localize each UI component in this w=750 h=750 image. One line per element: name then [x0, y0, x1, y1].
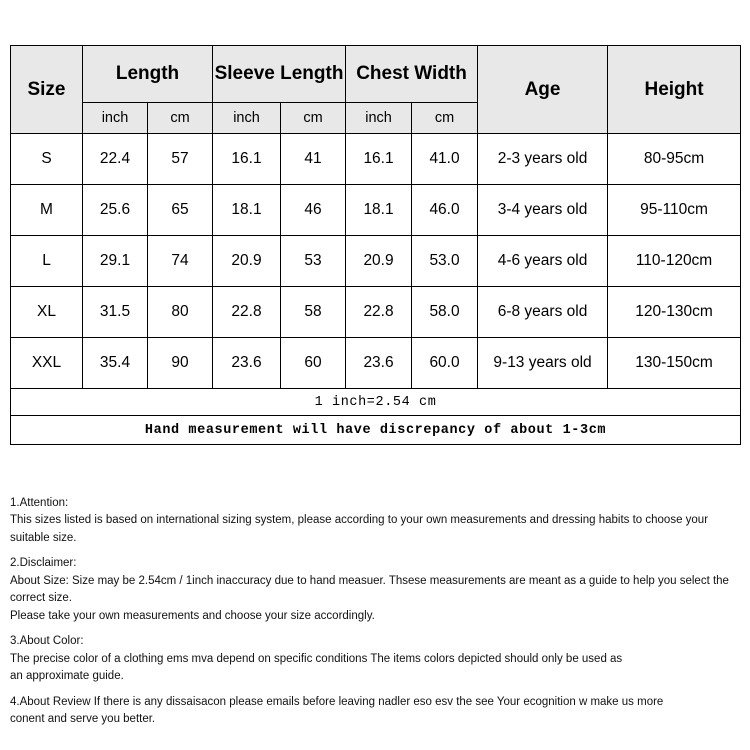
unit-chest-cm: cm [412, 103, 478, 134]
header-sleeve-length: Sleeve Length [213, 46, 346, 103]
cell-size: M [11, 185, 83, 236]
unit-chest-inch: inch [346, 103, 412, 134]
cell-chest-inch: 18.1 [346, 185, 412, 236]
cell-age: 2-3 years old [478, 134, 608, 185]
cell-height: 80-95cm [608, 134, 741, 185]
color-body-line-1: The precise color of a clothing ems mva depend on specific conditions The items colors depicted should only be used as [10, 652, 623, 665]
cell-length-cm: 57 [148, 134, 213, 185]
footnote-inch-conversion: 1 inch=2.54 cm [11, 389, 741, 416]
size-table [10, 45, 741, 445]
review-body-line-2: conent and serve you better. [10, 713, 156, 726]
cell-length-cm: 74 [148, 236, 213, 287]
review-body-line-1: 4.About Review If there is any dissaisacon please emails before leaving nadler eso esv the see Your ecognition w make us more [10, 695, 664, 708]
disclaimer-body-line-2: Please take your own measurements and choose your size accordingly. [10, 609, 375, 622]
cell-sleeve-cm: 53 [281, 236, 346, 287]
cell-sleeve-cm: 41 [281, 134, 346, 185]
cell-length-cm: 90 [148, 338, 213, 389]
cell-age: 3-4 years old [478, 185, 608, 236]
table-row [11, 338, 741, 389]
table-row [11, 134, 741, 185]
cell-length-inch: 35.4 [83, 338, 148, 389]
table-footer-note-row [11, 389, 741, 416]
color-title: 3.About Color: [10, 635, 84, 648]
table-row [11, 287, 741, 338]
cell-chest-inch: 20.9 [346, 236, 412, 287]
size-table-container [10, 45, 740, 445]
notes-section [10, 495, 730, 729]
cell-length-cm: 80 [148, 287, 213, 338]
cell-age: 9-13 years old [478, 338, 608, 389]
table-row [11, 236, 741, 287]
cell-sleeve-inch: 20.9 [213, 236, 281, 287]
cell-chest-cm: 41.0 [412, 134, 478, 185]
cell-size: S [11, 134, 83, 185]
attention-title: 1.Attention: [10, 497, 69, 509]
cell-size: XXL [11, 338, 83, 389]
cell-height: 120-130cm [608, 287, 741, 338]
cell-chest-cm: 46.0 [412, 185, 478, 236]
cell-length-inch: 29.1 [83, 236, 148, 287]
cell-chest-cm: 58.0 [412, 287, 478, 338]
header-age: Age [478, 46, 608, 134]
header-length: Length [83, 46, 213, 103]
header-height: Height [608, 46, 741, 134]
unit-sleeve-cm: cm [281, 103, 346, 134]
table-row [11, 185, 741, 236]
cell-size: L [11, 236, 83, 287]
cell-chest-inch: 16.1 [346, 134, 412, 185]
spacer [10, 547, 730, 555]
cell-sleeve-inch: 23.6 [213, 338, 281, 389]
disclaimer-title: 2.Disclaimer: [10, 557, 77, 570]
cell-chest-cm: 53.0 [412, 236, 478, 287]
cell-length-inch: 31.5 [83, 287, 148, 338]
header-size: Size [11, 46, 83, 134]
cell-height: 95-110cm [608, 185, 741, 236]
color-body-line-2: an approximate guide. [10, 670, 124, 683]
cell-chest-inch: 22.8 [346, 287, 412, 338]
spacer [10, 625, 730, 633]
unit-sleeve-inch: inch [213, 103, 281, 134]
cell-height: 110-120cm [608, 236, 741, 287]
spacer [10, 686, 730, 694]
header-chest-width: Chest Width [346, 46, 478, 103]
unit-length-cm: cm [148, 103, 213, 134]
unit-length-inch: inch [83, 103, 148, 134]
cell-sleeve-inch: 22.8 [213, 287, 281, 338]
cell-sleeve-inch: 16.1 [213, 134, 281, 185]
cell-chest-cm: 60.0 [412, 338, 478, 389]
disclaimer-body-line-1: About Size: Size may be 2.54cm / 1inch inaccuracy due to hand measuer. Thsese measurements are meant as a guide to help you select the correct size. [10, 574, 729, 605]
cell-length-inch: 25.6 [83, 185, 148, 236]
footnote-hand-measurement: Hand measurement will have discrepancy of about 1-3cm [11, 416, 741, 445]
cell-sleeve-cm: 60 [281, 338, 346, 389]
cell-chest-inch: 23.6 [346, 338, 412, 389]
cell-height: 130-150cm [608, 338, 741, 389]
attention-body: This sizes listed is based on international sizing system, please according to your own measurements and dressing habits to choose your suitable size. [10, 514, 709, 544]
table-footer-note-row [11, 416, 741, 445]
table-header-row [11, 46, 741, 103]
cell-age: 4-6 years old [478, 236, 608, 287]
cell-sleeve-inch: 18.1 [213, 185, 281, 236]
cell-age: 6-8 years old [478, 287, 608, 338]
cell-sleeve-cm: 58 [281, 287, 346, 338]
cell-sleeve-cm: 46 [281, 185, 346, 236]
cell-length-inch: 22.4 [83, 134, 148, 185]
cell-length-cm: 65 [148, 185, 213, 236]
cell-size: XL [11, 287, 83, 338]
